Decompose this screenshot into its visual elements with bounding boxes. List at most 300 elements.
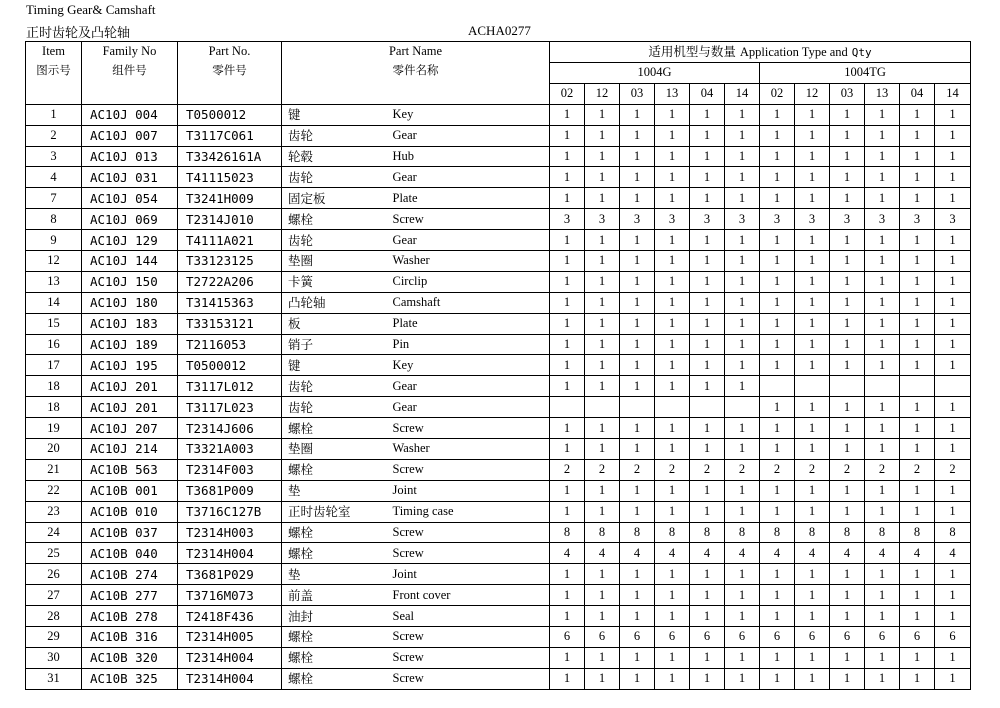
quantity-cell: 4 [865, 543, 900, 564]
quantity-cell: 1 [865, 418, 900, 439]
quantity-cell [760, 376, 795, 397]
quantity-cell: 1 [760, 585, 795, 606]
quantity-cell: 1 [935, 480, 971, 501]
part-number: T33153121 [178, 313, 282, 334]
variant-header: 14 [935, 83, 971, 104]
part-number: T3321A003 [178, 439, 282, 460]
quantity-cell: 1 [865, 313, 900, 334]
item-number: 23 [26, 501, 82, 522]
table-row [26, 209, 971, 230]
item-number: 3 [26, 146, 82, 167]
quantity-cell: 6 [900, 627, 935, 648]
quantity-cell: 1 [725, 104, 760, 125]
quantity-cell: 1 [760, 104, 795, 125]
quantity-cell: 1 [585, 104, 620, 125]
quantity-cell: 1 [655, 418, 690, 439]
quantity-cell: 1 [690, 606, 725, 627]
part-name-cn: 键 [282, 355, 387, 376]
application-header-en: Application Type and [739, 45, 848, 59]
quantity-cell: 1 [690, 439, 725, 460]
quantity-cell: 1 [865, 397, 900, 418]
part-name-cn: 齿轮 [282, 125, 387, 146]
quantity-cell: 1 [550, 480, 585, 501]
quantity-cell: 1 [690, 668, 725, 689]
part-name-cn: 齿轮 [282, 397, 387, 418]
family-number: AC10J 201 [82, 397, 178, 418]
quantity-cell: 1 [935, 585, 971, 606]
partname-header [282, 42, 550, 105]
quantity-cell: 4 [900, 543, 935, 564]
item-number: 28 [26, 606, 82, 627]
quantity-cell [900, 376, 935, 397]
quantity-cell: 1 [935, 167, 971, 188]
quantity-cell: 4 [795, 543, 830, 564]
part-number: T3716M073 [178, 585, 282, 606]
quantity-cell: 3 [585, 209, 620, 230]
quantity-cell: 1 [655, 313, 690, 334]
quantity-cell: 8 [795, 522, 830, 543]
part-name-en: Key [387, 104, 550, 125]
quantity-cell: 3 [865, 209, 900, 230]
quantity-cell: 1 [620, 647, 655, 668]
quantity-cell: 1 [900, 167, 935, 188]
quantity-cell: 1 [900, 480, 935, 501]
quantity-cell: 4 [935, 543, 971, 564]
quantity-cell: 1 [830, 668, 865, 689]
part-name-en: Screw [387, 647, 550, 668]
quantity-cell: 1 [725, 167, 760, 188]
quantity-cell: 1 [935, 230, 971, 251]
quantity-cell: 1 [795, 439, 830, 460]
quantity-cell: 1 [620, 439, 655, 460]
quantity-cell: 8 [935, 522, 971, 543]
family-number: AC10B 320 [82, 647, 178, 668]
quantity-cell: 1 [550, 188, 585, 209]
quantity-cell: 1 [585, 313, 620, 334]
part-name-cn: 销子 [282, 334, 387, 355]
quantity-cell: 1 [865, 501, 900, 522]
part-number: T41115023 [178, 167, 282, 188]
part-number: T3117L012 [178, 376, 282, 397]
quantity-cell: 1 [725, 668, 760, 689]
quantity-cell: 1 [795, 188, 830, 209]
quantity-cell: 1 [655, 188, 690, 209]
part-name-en: Pin [387, 334, 550, 355]
quantity-cell: 1 [585, 125, 620, 146]
part-name-cn: 螺栓 [282, 668, 387, 689]
quantity-cell: 1 [865, 647, 900, 668]
quantity-cell: 1 [585, 501, 620, 522]
part-name-cn: 螺栓 [282, 627, 387, 648]
quantity-cell: 2 [900, 459, 935, 480]
quantity-cell: 1 [935, 647, 971, 668]
table-row [26, 668, 971, 689]
part-name-cn: 齿轮 [282, 376, 387, 397]
quantity-cell: 1 [865, 271, 900, 292]
part-name-cn: 螺栓 [282, 209, 387, 230]
quantity-cell [830, 376, 865, 397]
item-number: 18 [26, 376, 82, 397]
quantity-cell: 1 [830, 564, 865, 585]
part-name-en: Gear [387, 397, 550, 418]
quantity-cell: 1 [585, 564, 620, 585]
quantity-cell: 1 [550, 647, 585, 668]
quantity-cell: 1 [725, 564, 760, 585]
part-number: T2314H005 [178, 627, 282, 648]
item-number: 14 [26, 292, 82, 313]
quantity-cell: 1 [655, 647, 690, 668]
quantity-cell: 4 [620, 543, 655, 564]
quantity-cell: 1 [725, 271, 760, 292]
quantity-cell: 1 [690, 230, 725, 251]
quantity-cell: 6 [760, 627, 795, 648]
variant-header: 12 [795, 83, 830, 104]
part-name-cn: 齿轮 [282, 230, 387, 251]
part-name-en: Screw [387, 418, 550, 439]
quantity-cell: 1 [935, 397, 971, 418]
quantity-cell: 1 [795, 397, 830, 418]
quantity-cell: 1 [900, 397, 935, 418]
quantity-cell: 1 [690, 501, 725, 522]
part-name-en: Gear [387, 125, 550, 146]
engine-group-1004g: 1004G [550, 63, 760, 84]
quantity-cell: 2 [585, 459, 620, 480]
quantity-cell: 4 [690, 543, 725, 564]
item-number: 1 [26, 104, 82, 125]
table-row [26, 543, 971, 564]
quantity-cell: 1 [725, 188, 760, 209]
quantity-cell: 1 [830, 292, 865, 313]
quantity-cell: 1 [865, 564, 900, 585]
quantity-cell: 1 [900, 668, 935, 689]
quantity-cell: 1 [795, 668, 830, 689]
quantity-cell: 8 [620, 522, 655, 543]
quantity-cell [865, 376, 900, 397]
quantity-cell: 1 [865, 104, 900, 125]
part-name-en: Screw [387, 459, 550, 480]
quantity-cell: 1 [760, 251, 795, 272]
item-number: 29 [26, 627, 82, 648]
quantity-cell: 1 [935, 668, 971, 689]
part-number: T4111A021 [178, 230, 282, 251]
item-number: 2 [26, 125, 82, 146]
quantity-cell: 1 [935, 564, 971, 585]
quantity-cell: 1 [620, 355, 655, 376]
part-number: T3681P009 [178, 480, 282, 501]
quantity-cell: 1 [550, 418, 585, 439]
quantity-cell: 1 [620, 606, 655, 627]
family-number: AC10B 037 [82, 522, 178, 543]
quantity-cell: 1 [550, 125, 585, 146]
quantity-cell: 1 [725, 230, 760, 251]
quantity-cell: 1 [935, 146, 971, 167]
quantity-cell: 1 [585, 585, 620, 606]
quantity-cell: 1 [620, 292, 655, 313]
quantity-cell: 2 [760, 459, 795, 480]
part-name-en: Washer [387, 251, 550, 272]
quantity-cell: 1 [655, 501, 690, 522]
quantity-cell: 1 [935, 104, 971, 125]
quantity-cell: 1 [585, 230, 620, 251]
quantity-cell: 1 [900, 292, 935, 313]
part-name-cn: 前盖 [282, 585, 387, 606]
part-name-cn: 固定板 [282, 188, 387, 209]
quantity-cell: 1 [585, 376, 620, 397]
quantity-cell: 1 [585, 251, 620, 272]
table-body [26, 104, 971, 689]
quantity-cell: 1 [900, 585, 935, 606]
quantity-cell: 1 [795, 104, 830, 125]
part-name-cn: 螺栓 [282, 459, 387, 480]
part-number: T2314J010 [178, 209, 282, 230]
quantity-cell: 1 [830, 397, 865, 418]
quantity-cell: 1 [830, 606, 865, 627]
quantity-cell: 1 [900, 104, 935, 125]
quantity-cell: 1 [690, 585, 725, 606]
quantity-cell: 1 [690, 146, 725, 167]
quantity-cell: 1 [585, 418, 620, 439]
part-name-cn: 垫 [282, 564, 387, 585]
quantity-cell: 1 [935, 355, 971, 376]
item-header [26, 42, 82, 105]
quantity-cell: 3 [830, 209, 865, 230]
family-number: AC10J 013 [82, 146, 178, 167]
quantity-cell: 1 [900, 647, 935, 668]
quantity-cell [935, 376, 971, 397]
quantity-cell: 1 [690, 564, 725, 585]
quantity-cell: 1 [620, 104, 655, 125]
item-number: 9 [26, 230, 82, 251]
family-number: AC10J 183 [82, 313, 178, 334]
partname-header-en: Part Name [388, 44, 443, 58]
part-name-en: Gear [387, 167, 550, 188]
quantity-cell: 1 [620, 334, 655, 355]
quantity-cell: 1 [900, 564, 935, 585]
variant-header: 13 [655, 83, 690, 104]
table-row [26, 501, 971, 522]
part-name-en: Screw [387, 209, 550, 230]
quantity-cell: 2 [620, 459, 655, 480]
quantity-cell: 1 [795, 418, 830, 439]
item-number: 17 [26, 355, 82, 376]
application-header-qty: Qty [851, 46, 872, 59]
quantity-cell: 1 [620, 480, 655, 501]
part-name-en: Camshaft [387, 292, 550, 313]
quantity-cell: 6 [795, 627, 830, 648]
table-row [26, 292, 971, 313]
table-row [26, 230, 971, 251]
table-row [26, 627, 971, 648]
quantity-cell: 2 [935, 459, 971, 480]
quantity-cell: 3 [655, 209, 690, 230]
quantity-cell: 3 [620, 209, 655, 230]
quantity-cell: 3 [900, 209, 935, 230]
quantity-cell: 1 [655, 376, 690, 397]
family-number: AC10J 189 [82, 334, 178, 355]
family-number: AC10J 054 [82, 188, 178, 209]
part-name-en: Plate [387, 188, 550, 209]
quantity-cell: 1 [900, 418, 935, 439]
item-number: 18 [26, 397, 82, 418]
quantity-cell: 1 [620, 271, 655, 292]
quantity-cell: 1 [620, 251, 655, 272]
quantity-cell: 8 [830, 522, 865, 543]
quantity-cell: 1 [760, 230, 795, 251]
quantity-cell: 1 [795, 480, 830, 501]
quantity-cell: 1 [550, 439, 585, 460]
part-name-en: Timing case [387, 501, 550, 522]
part-number: T3117L023 [178, 397, 282, 418]
table-row [26, 355, 971, 376]
quantity-cell: 1 [795, 251, 830, 272]
quantity-cell: 8 [585, 522, 620, 543]
part-name-cn: 板 [282, 313, 387, 334]
engine-group-1004tg: 1004TG [760, 63, 971, 84]
family-number: AC10J 195 [82, 355, 178, 376]
item-header-cn: 图示号 [36, 63, 71, 77]
part-name-cn: 螺栓 [282, 647, 387, 668]
quantity-cell: 2 [865, 459, 900, 480]
quantity-cell: 6 [935, 627, 971, 648]
quantity-cell: 1 [900, 355, 935, 376]
table-row [26, 564, 971, 585]
quantity-cell: 1 [550, 167, 585, 188]
partname-header-cn: 零件名称 [392, 63, 439, 77]
quantity-cell: 1 [550, 334, 585, 355]
quantity-cell: 1 [935, 501, 971, 522]
quantity-cell: 1 [655, 606, 690, 627]
table-row [26, 271, 971, 292]
quantity-cell: 1 [620, 564, 655, 585]
quantity-cell: 1 [585, 668, 620, 689]
family-number: AC10J 007 [82, 125, 178, 146]
table-row [26, 251, 971, 272]
quantity-cell: 1 [900, 188, 935, 209]
quantity-cell: 1 [620, 585, 655, 606]
family-number: AC10J 031 [82, 167, 178, 188]
table-header [26, 42, 971, 105]
part-name-en: Front cover [387, 585, 550, 606]
part-number: T31415363 [178, 292, 282, 313]
quantity-cell: 6 [830, 627, 865, 648]
quantity-cell: 1 [550, 313, 585, 334]
quantity-cell: 1 [935, 334, 971, 355]
quantity-cell: 1 [795, 230, 830, 251]
table-row [26, 647, 971, 668]
item-number: 27 [26, 585, 82, 606]
quantity-cell: 1 [935, 313, 971, 334]
quantity-cell: 1 [725, 647, 760, 668]
part-number: T33123125 [178, 251, 282, 272]
quantity-cell: 1 [585, 271, 620, 292]
quantity-cell: 1 [655, 355, 690, 376]
quantity-cell: 1 [900, 271, 935, 292]
family-number: AC10B 001 [82, 480, 178, 501]
variant-header: 04 [900, 83, 935, 104]
part-number: T2314H004 [178, 647, 282, 668]
quantity-cell: 1 [760, 355, 795, 376]
table-row [26, 104, 971, 125]
quantity-cell: 2 [830, 459, 865, 480]
quantity-cell: 1 [655, 104, 690, 125]
quantity-cell: 3 [550, 209, 585, 230]
part-number: T2722A206 [178, 271, 282, 292]
quantity-cell: 1 [550, 230, 585, 251]
quantity-cell: 1 [830, 188, 865, 209]
quantity-cell: 1 [550, 606, 585, 627]
quantity-cell [550, 397, 585, 418]
variant-header: 14 [725, 83, 760, 104]
quantity-cell: 1 [690, 313, 725, 334]
quantity-cell: 1 [830, 146, 865, 167]
quantity-cell: 4 [550, 543, 585, 564]
quantity-cell: 1 [620, 167, 655, 188]
quantity-cell: 4 [655, 543, 690, 564]
quantity-cell: 1 [725, 292, 760, 313]
quantity-cell: 1 [795, 606, 830, 627]
variant-header: 13 [865, 83, 900, 104]
table-row [26, 125, 971, 146]
item-number: 25 [26, 543, 82, 564]
part-name-en: Joint [387, 480, 550, 501]
quantity-cell: 1 [830, 334, 865, 355]
quantity-cell: 1 [655, 334, 690, 355]
quantity-cell: 1 [620, 418, 655, 439]
table-row [26, 313, 971, 334]
quantity-cell: 1 [690, 292, 725, 313]
page-title-cn: 正时齿轮及凸轮轴 [26, 26, 131, 41]
quantity-cell: 1 [865, 146, 900, 167]
quantity-cell: 1 [725, 334, 760, 355]
quantity-cell: 1 [760, 146, 795, 167]
quantity-cell: 4 [760, 543, 795, 564]
part-name-en: Screw [387, 668, 550, 689]
quantity-cell: 6 [620, 627, 655, 648]
quantity-cell: 1 [655, 292, 690, 313]
table-row [26, 459, 971, 480]
quantity-cell: 3 [935, 209, 971, 230]
quantity-cell: 1 [620, 313, 655, 334]
quantity-cell: 1 [900, 313, 935, 334]
quantity-cell: 1 [620, 501, 655, 522]
quantity-cell: 1 [655, 439, 690, 460]
quantity-cell: 1 [830, 355, 865, 376]
quantity-cell: 1 [760, 480, 795, 501]
family-number: AC10B 325 [82, 668, 178, 689]
part-name-en: Plate [387, 313, 550, 334]
part-name-cn: 齿轮 [282, 167, 387, 188]
part-name-cn: 垫 [282, 480, 387, 501]
family-number: AC10J 004 [82, 104, 178, 125]
quantity-cell: 1 [585, 146, 620, 167]
quantity-cell: 8 [550, 522, 585, 543]
part-number: T2314J606 [178, 418, 282, 439]
part-name-cn: 键 [282, 104, 387, 125]
part-name-en: Joint [387, 564, 550, 585]
application-header [550, 42, 971, 63]
quantity-cell [690, 397, 725, 418]
item-number: 15 [26, 313, 82, 334]
item-number: 26 [26, 564, 82, 585]
part-number: T33426161A [178, 146, 282, 167]
quantity-cell [725, 397, 760, 418]
family-number: AC10B 040 [82, 543, 178, 564]
quantity-cell: 8 [900, 522, 935, 543]
part-number: T2314H004 [178, 668, 282, 689]
item-number: 16 [26, 334, 82, 355]
quantity-cell: 1 [725, 439, 760, 460]
quantity-cell: 1 [795, 125, 830, 146]
